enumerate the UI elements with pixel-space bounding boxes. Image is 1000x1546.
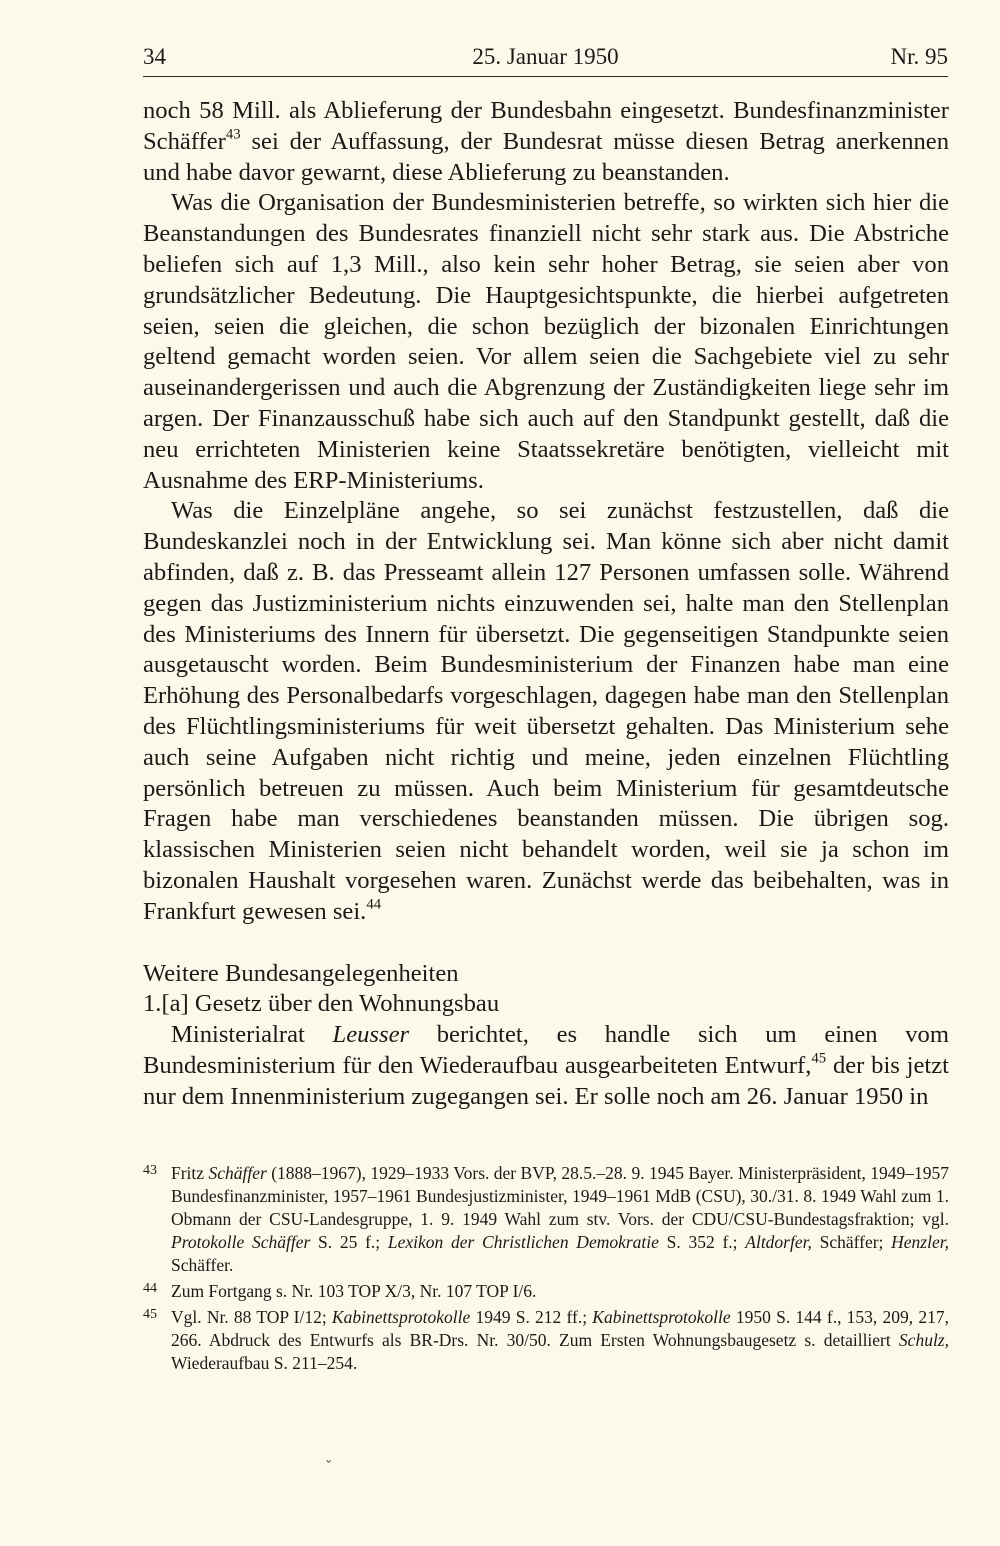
footnote-43: 43 Fritz Schäffer (1888–1967), 1929–1933 Vors. der BVP, 28.5.–28. 9. 1945 Bayer. Ministerpräsident, 1949–1957 Bundesfinanzminister, 1957–1961 Bundesjustizminister, 1949–1961 MdB (CSU), 30./31. 8. 1949 Wahl zum 1. Obmann der CSU-Landesgruppe, 1. 9. 1949 Wahl zum stv. Vors. der CDU/CSU-Bundestagsfraktion; vgl. Protokolle Schäffer S. 25 f.; Lexikon der Christlichen Demokratie S. 352 f.; Altdorfer, Schäffer; Henzler, Schäffer. — [143, 1163, 949, 1275]
printing-mark-icon: ˇ — [326, 1458, 332, 1475]
section-heading: Weitere Bundesangelegenheiten — [143, 959, 459, 987]
footnote-ref-44: 44 — [366, 896, 382, 913]
page-number: 34 — [143, 44, 166, 69]
footnote-45: 45 Vgl. Nr. 88 TOP I/12; Kabinettsprotokolle 1949 S. 212 ff.; Kabinettsprotokolle 1950 S. 144 f., 153, 209, 217, 266. Abdruck des Entwurfs als BR-Drs. Nr. 30/50. Zum Ersten Wohnungsbaugesetz s. detailliert Schulz, Wiederaufbau S. 211–254. — [143, 1307, 949, 1373]
paragraph-3: Was die Einzelpläne angehe, so sei zunächst festzustellen, daß die Bundeskanzlei noch in der Entwicklung sei. Man könne sich aber nicht damit abfinden, daß z. B. das Presseamt allein 127 Personen umfassen solle. Während gegen das Justizministerium nichts einzuwenden sei, halte man den Stellenplan des Ministeriums des Innern für übersetzt. Die gegenseitigen Standpunkte seien ausgetauscht worden. Beim Bundesministerium der Finanzen habe man eine Erhöhung des Personalbedarfs vorgeschlagen, dagegen habe man den Stellenplan des Flüchtlingsministeriums für weit übersetzt gehalten. Das Ministerium sehe auch seine Aufgaben nicht richtig und meine, jeden einzelnen Flüchtling persönlich betreuen zu müssen. Auch beim Ministerium für gesamtdeutsche Fragen habe man verschiedenes beanstanden müssen. Die übrigen sog. klassischen Ministerien seien nicht behandelt worden, weil sie ja schon im bizonalen Haushalt vorgesehen waren. Zunächst werde das beibehalten, was in Frankfurt gewesen sei.$^{44}$ — [143, 497, 949, 925]
footnote-ref-43: 43 — [225, 126, 241, 143]
header-issue-number: Nr. 95 — [890, 44, 948, 69]
subsection-heading: 1.[a] Gesetz über den Wohnungsbau — [143, 990, 500, 1018]
person-name: Leusser — [332, 1021, 410, 1049]
paragraph-2: Was die Organisation der Bundesministerien betreffe, so wirkten sich hier die Beanstandungen des Bundesrates finanziell nicht sehr stark aus. Die Abstriche beliefen sich auf 1,3 Mill., also kein sehr hoher Betrag, sie seien aber von grundsätzlicher Bedeutung. Die Hauptgesichtspunkte, die hierbei aufgetreten seien, seien die gleichen, die schon bezüglich der bizonalen Einrichtungen geltend gemacht worden seien. Vor allem seien die Sachgebiete viel zu sehr auseinandergerissen und auch die Abgrenzung der Zuständigkeiten liege sehr im argen. Der Finanzausschuß habe sich auch auf den Standpunkt gestellt, daß die neu errichteten Ministerien keine Staatssekretäre benötigten, vielleicht mit Ausnahme des ERP-Ministeriums. — [143, 189, 949, 494]
footnotes — [143, 1162, 949, 1378]
header-date: 25. Januar 1950 — [472, 44, 619, 69]
paragraph-1: noch 58 Mill. als Ablieferung der Bundesbahn eingesetzt. Bundesfinanzminister Schäffer$^{43}$ sei der Auffassung, der Bundesrat müsse diesen Betrag anerkennen und habe davor gewarnt, diese Ablieferung zu beanstanden. — [143, 97, 949, 186]
footnote-ref-45: 45 — [811, 1050, 827, 1067]
paragraph-4: Ministerialrat Leusser berichtet, es handle sich um einen vom Bundesministerium für den Wiederaufbau ausgearbeiteten Entwurf,$^{45}$ der bis jetzt nur dem Innenministerium zugegangen sei. Er solle noch am 26. Januar 1950 in — [143, 1021, 949, 1110]
running-header — [143, 42, 948, 77]
main-text — [143, 96, 949, 1113]
footnote-44: 44 Zum Fortgang s. Nr. 103 TOP X/3, Nr. 107 TOP I/6. — [143, 1281, 537, 1301]
